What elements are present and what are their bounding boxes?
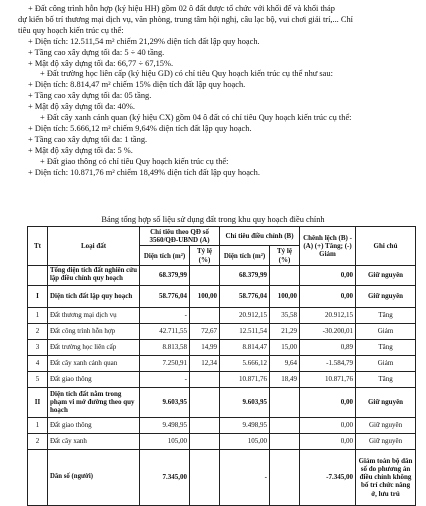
row-difference: 0,00 [300, 387, 356, 417]
row-pct-b [270, 433, 300, 449]
paragraph-line: + Mật độ xây dựng tối đa: 40%. [28, 102, 135, 112]
row-pct-a [190, 417, 220, 433]
row-note: Giảm [356, 355, 416, 371]
row-pct-b [270, 449, 300, 505]
row-tt: 1 [28, 307, 48, 323]
row-area-a: 68.379,99 [140, 265, 190, 285]
row-note: Giữ nguyên [356, 433, 416, 449]
row-note: Giữ nguyên [356, 285, 416, 307]
row-area-a: 9.498,95 [140, 417, 190, 433]
row-pct-b: 35,58 [270, 307, 300, 323]
row-area-b: 68.379,99 [220, 265, 270, 285]
table-row [28, 285, 416, 307]
paragraph-line: + Tầng cao xây dựng tối đa: 5 ÷ 40 tầng. [28, 47, 165, 57]
row-pct-b: 18,49 [270, 371, 300, 387]
row-area-b: 9.603,95 [220, 387, 270, 417]
paragraph-line: + Mật độ xây dựng tối đa: 5 %. [28, 145, 133, 155]
row-difference: -7.345,00 [300, 449, 356, 505]
row-area-b: 8.814,47 [220, 339, 270, 355]
row-tt [28, 265, 48, 285]
row-land-type: Đất công trình hỗn hợp [48, 323, 140, 339]
paragraph-line: + Đất giao thông có chỉ tiêu Quy hoạch kiến trúc cụ thể: [40, 156, 229, 166]
row-difference: 20.912,15 [300, 307, 356, 323]
row-pct-a [190, 387, 220, 417]
row-area-b: 9.498,95 [220, 417, 270, 433]
row-difference: 0,00 [300, 433, 356, 449]
row-pct-b: 21,29 [270, 323, 300, 339]
row-note: Tăng [356, 307, 416, 323]
row-tt: 2 [28, 433, 48, 449]
row-land-type: Tổng diện tích đất nghiên cứu lập điều chỉnh quy hoạch [48, 265, 140, 285]
table-row [28, 265, 416, 285]
row-tt: II [28, 387, 48, 417]
paragraph-line: + Diện tích: 5.666,12 m² chiếm 9,64% diện tích đất lập quy hoạch. [28, 123, 252, 133]
subheader-area-b: Diện tích (m²) [220, 246, 270, 265]
row-difference: 0,00 [300, 285, 356, 307]
row-pct-b [270, 265, 300, 285]
row-difference: 0,00 [300, 265, 356, 285]
row-area-b: 10.871,76 [220, 371, 270, 387]
table-caption: Bảng tổng hợp số liệu sử dụng đất trong khu quy hoạch điều chỉnh [101, 215, 325, 224]
row-note: Giữ nguyên [356, 265, 416, 285]
row-tt: 5 [28, 371, 48, 387]
row-pct-b: 100,00 [270, 285, 300, 307]
table-row [28, 417, 416, 433]
row-area-a: 7.345,00 [140, 449, 190, 505]
row-tt [28, 449, 48, 505]
row-note: Giữ nguyên [356, 387, 416, 417]
table-row [28, 371, 416, 387]
row-difference: -1.584,79 [300, 355, 356, 371]
row-land-type: Đất cây xanh [48, 433, 140, 449]
table-header-row [28, 227, 416, 246]
row-area-b: 20.912,15 [220, 307, 270, 323]
row-tt: I [28, 285, 48, 307]
row-pct-a [190, 265, 220, 285]
paragraph-line: + Tầng cao xây dựng tối đa: 05 tầng. [28, 91, 152, 101]
row-note: Giảm [356, 323, 416, 339]
row-note: Tăng [356, 339, 416, 355]
header-original: Chỉ tiêu theo QĐ số 3560/QĐ-UBND (A) [140, 227, 220, 246]
paragraph-line: + Diện tích: 12.511,54 m² chiếm 21,29% diện tích đất lập quy hoạch. [28, 36, 260, 46]
row-pct-b [270, 417, 300, 433]
description-paragraphs [18, 4, 414, 179]
row-land-type: Đất giao thông [48, 417, 140, 433]
row-land-type: Đất cây xanh cảnh quan [48, 355, 140, 371]
table-row [28, 307, 416, 323]
paragraph-line: + Đất trường học liên cấp (ký hiệu GD) có chỉ tiêu Quy hoạch kiến trúc cụ thể như sau: [40, 69, 333, 79]
row-pct-a [190, 307, 220, 323]
row-area-a: 8.813,58 [140, 339, 190, 355]
subheader-pct-b: Tỷ lệ (%) [270, 246, 300, 265]
row-area-a: 58.776,04 [140, 285, 190, 307]
row-area-a: 7.250,91 [140, 355, 190, 371]
paragraph-line: dự kiến bố trí thương mại dịch vụ, văn phòng, trung tâm hội nghị, câu lạc bộ, vui chơi giải trí,... Chỉ [18, 14, 353, 24]
row-pct-a [190, 449, 220, 505]
row-pct-a [190, 371, 220, 387]
row-pct-b: 15,00 [270, 339, 300, 355]
paragraph-line: tiêu quy hoạch kiến trúc cụ thể: [18, 25, 124, 35]
table-row [28, 323, 416, 339]
header-land-type: Loại đất [48, 227, 140, 266]
row-area-a: 42.711,55 [140, 323, 190, 339]
row-pct-a: 12,34 [190, 355, 220, 371]
row-area-a: 9.603,95 [140, 387, 190, 417]
land-use-table [27, 226, 416, 506]
row-area-b: 105,00 [220, 433, 270, 449]
header-tt: Tt [28, 227, 48, 266]
row-land-type: Đất trường học liên cấp [48, 339, 140, 355]
header-adjusted: Chỉ tiêu điều chỉnh (B) [220, 227, 300, 246]
row-area-b: 12.511,54 [220, 323, 270, 339]
row-area-b: 58.776,04 [220, 285, 270, 307]
row-land-type: Diện tích đất lập quy hoạch [48, 285, 140, 307]
table-row [28, 433, 416, 449]
table-row [28, 339, 416, 355]
row-note: Tăng [356, 371, 416, 387]
row-tt: 2 [28, 323, 48, 339]
row-area-b: 5.666,12 [220, 355, 270, 371]
row-tt: 4 [28, 355, 48, 371]
row-pct-a: 100,00 [190, 285, 220, 307]
table-row [28, 449, 416, 505]
row-land-type: Đất giao thông [48, 371, 140, 387]
paragraph-line: + Đất công trình hỗn hợp (ký hiệu HH) gồm 02 ô đất được tổ chức với khối đế và khối tháp [28, 4, 335, 13]
table-row [28, 387, 416, 417]
subheader-area-a: Diện tích (m²) [140, 246, 190, 265]
subheader-pct-a: Tỷ lệ (%) [190, 246, 220, 265]
row-difference: -30.200,01 [300, 323, 356, 339]
paragraph-line: + Tầng cao xây dựng tối đa: 1 tầng. [28, 134, 148, 144]
row-land-type: Đất thương mại dịch vụ [48, 307, 140, 323]
row-difference: 0,89 [300, 339, 356, 355]
row-note: Giữ nguyên [356, 417, 416, 433]
row-pct-a: 72,67 [190, 323, 220, 339]
row-pct-a: 14,99 [190, 339, 220, 355]
row-note: Giảm toàn bộ dân số do phương án điều chỉnh không bố trí chức năng ở, lưu trú [356, 449, 416, 505]
row-tt: 3 [28, 339, 48, 355]
paragraph-line: + Diện tích: 8.814,47 m² chiếm 15% diện tích đất lập quy hoạch. [28, 80, 246, 90]
row-difference: 0,00 [300, 417, 356, 433]
header-difference: Chênh lệch (B) - (A) (+) Tăng; (-) Giảm [300, 227, 356, 266]
row-tt: 1 [28, 417, 48, 433]
row-pct-b: 9,64 [270, 355, 300, 371]
row-area-b: - [220, 449, 270, 505]
row-pct-a [190, 433, 220, 449]
table-body [28, 265, 416, 505]
row-pct-b [270, 387, 300, 417]
row-area-a: - [140, 371, 190, 387]
row-difference: 10.871,76 [300, 371, 356, 387]
table-row [28, 355, 416, 371]
paragraph-line: + Diện tích: 10.871,76 m² chiếm 18,49% diện tích đất lập quy hoạch. [28, 167, 260, 177]
paragraph-line: + Đất cây xanh cảnh quan (ký hiệu CX) gồm 04 ô đất có chỉ tiêu Quy hoạch kiến trúc cụ thể: [40, 113, 352, 123]
row-area-a: - [140, 307, 190, 323]
row-area-a: 105,00 [140, 433, 190, 449]
row-land-type: Diện tích đất nằm trong phạm vi mở đường theo quy hoạch [48, 387, 140, 417]
header-note: Ghi chú [356, 227, 416, 266]
row-land-type: Dân số (người) [48, 449, 140, 505]
paragraph-line: + Mật độ xây dựng tối đa: 66,77 ÷ 67,15%. [28, 58, 174, 68]
